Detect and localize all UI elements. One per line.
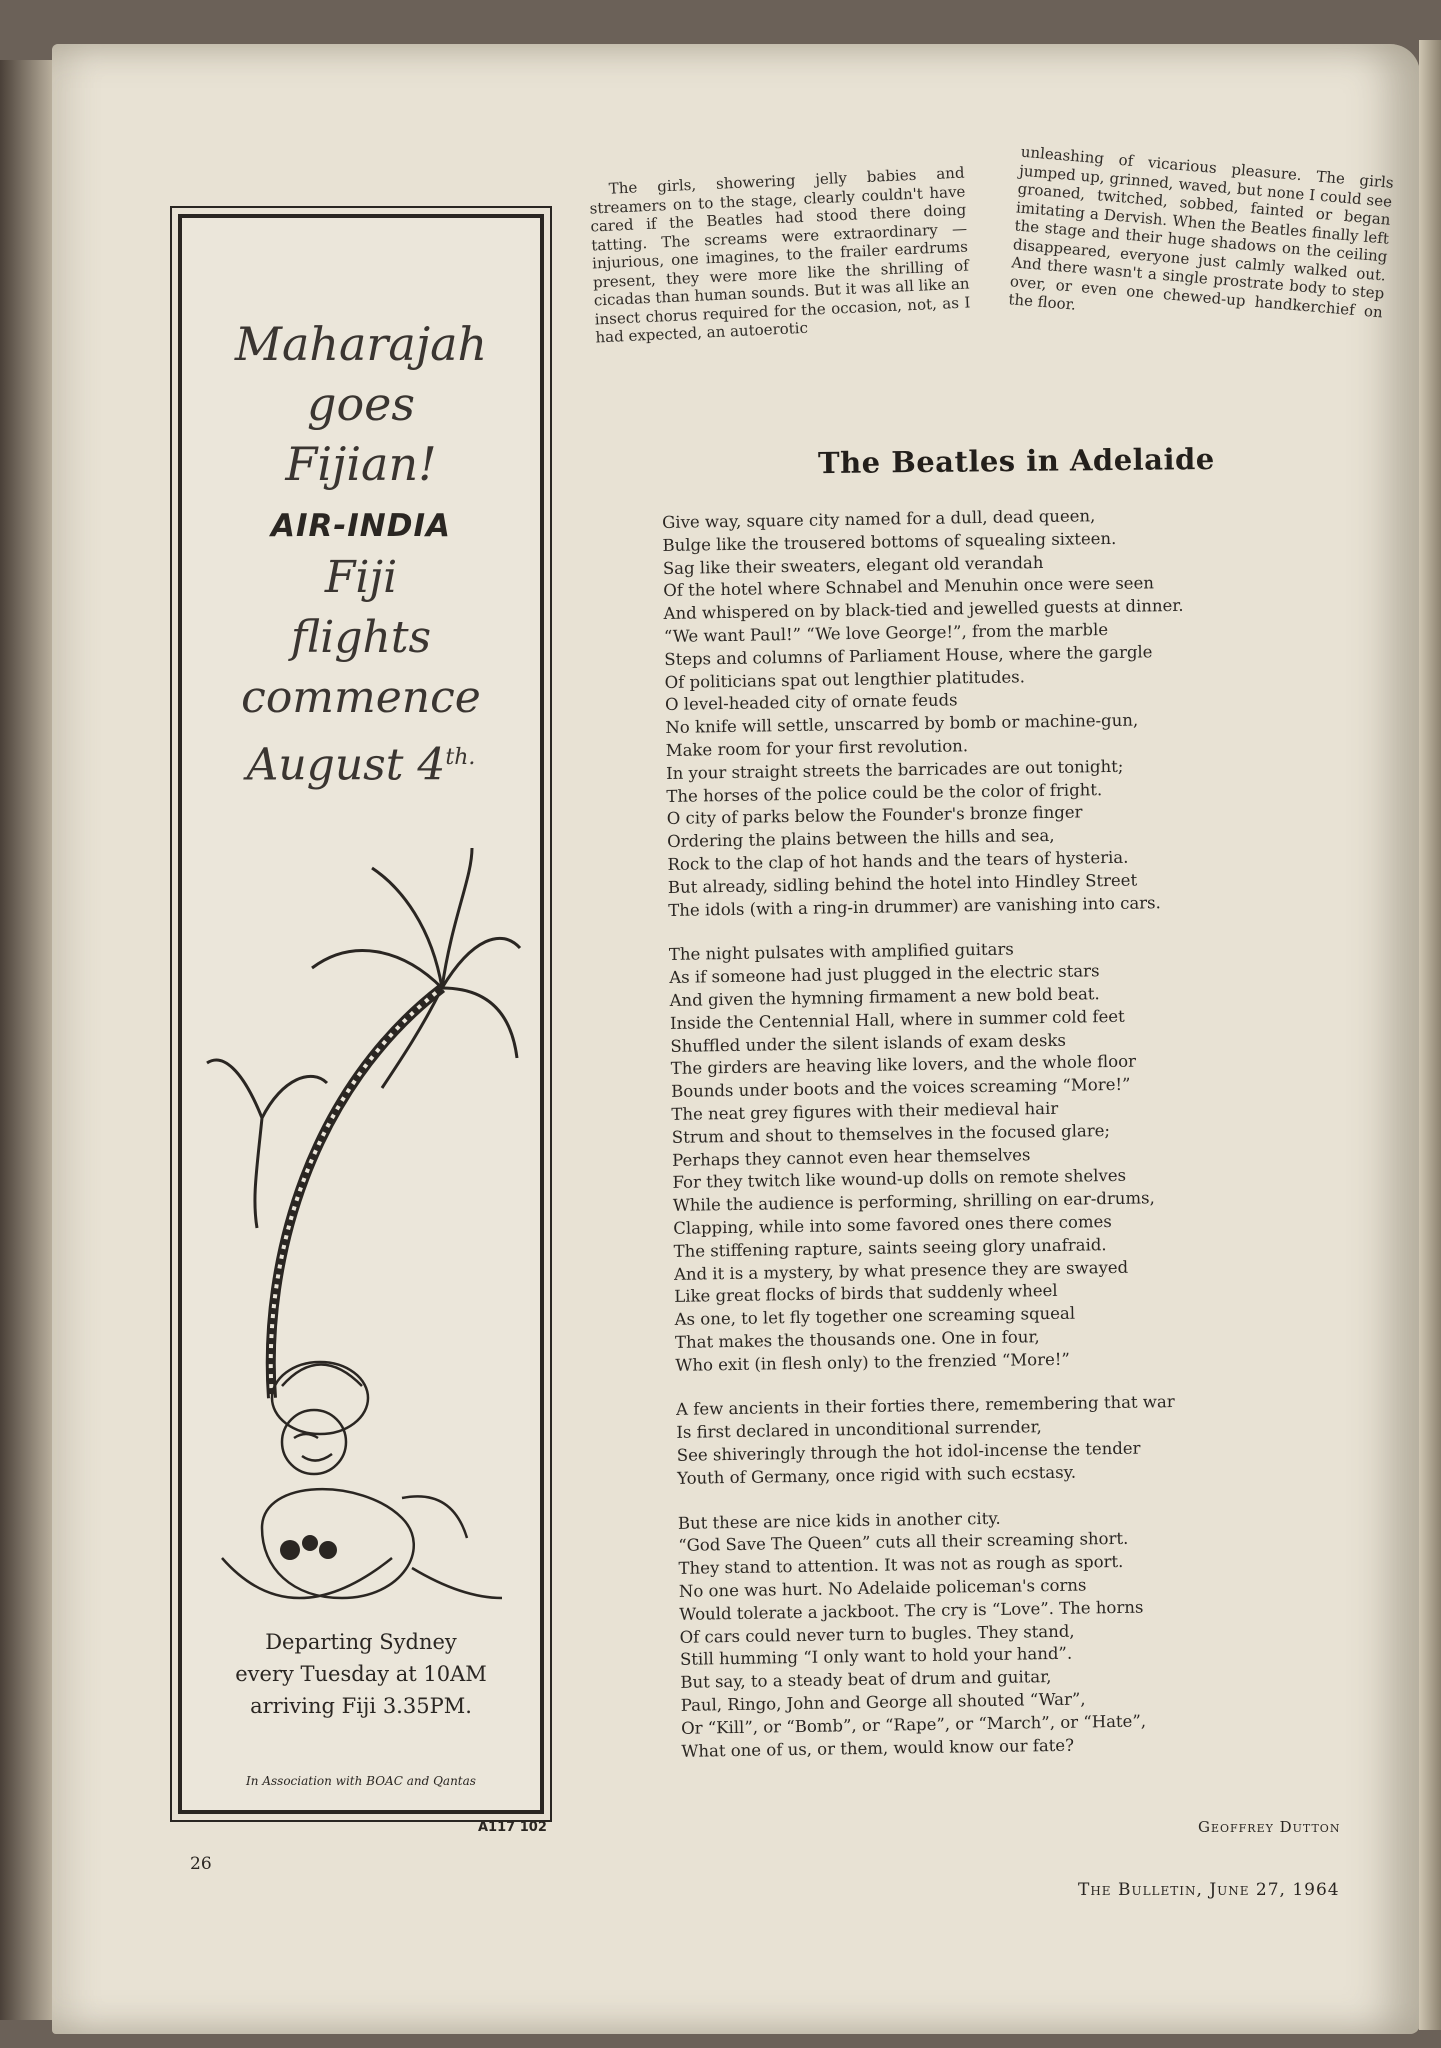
ad-headline-line: Fijian! xyxy=(285,437,437,491)
poem-line: Of cars could never turn to bugles. They stand, xyxy=(679,1621,1075,1647)
poem-line: No knife will settle, unscarred by bomb or machine-gun, xyxy=(665,710,1139,738)
poem-line: Would tolerate a jackboot. The cry is “Love”. The horns xyxy=(679,1597,1144,1624)
poem-line: Steps and columns of Parliament House, where the gargle xyxy=(664,642,1153,669)
poem-line: That makes the thousands one. One in four, xyxy=(674,1327,1040,1352)
poem-line: The girders are heaving like lovers, and the whole floor xyxy=(670,1051,1137,1079)
poem-line: As if someone had just plugged in the electric stars xyxy=(669,961,1100,988)
poem-line: Of politicians spat out lengthier platitudes. xyxy=(664,666,1026,692)
poem-line: Ordering the plains between the hills and sea, xyxy=(667,826,1055,852)
poem-line: Bulge like the trousered bottoms of squealing sixteen. xyxy=(662,528,1117,555)
poem-line: But say, to a steady beat of drum and guitar, xyxy=(680,1667,1052,1693)
poem-line: A few ancients in their forties there, remembering that war xyxy=(675,1392,1175,1420)
poem-line: Shuffled under the silent islands of exam desks xyxy=(670,1030,1067,1056)
article-column-2 xyxy=(1008,143,1395,340)
poem-line: And given the hymning firmament a new bold beat. xyxy=(669,984,1100,1010)
poem-stanza xyxy=(662,502,1288,922)
ad-date-suffix: th. xyxy=(445,745,476,770)
air-india-advertisement xyxy=(178,214,544,1814)
ad-headline xyxy=(182,314,540,494)
poem-line: As one, to let fly together one screaming squeal xyxy=(674,1303,1076,1329)
article-paragraph: unleashing of vicarious pleasure. The girls jumped up, grinned, waved, but none I could see groaned, twitched, sobbed, fainted or began imitating a Dervish. When the Beatles finally left the stage and their huge shadows on the ceiling disappeared, everyone just calmly walked out. And there wasn't a single prostrate body to step over, or even one chewed-up handkerchief on the floor. xyxy=(1007,142,1395,321)
poem-line: Of the hotel where Schnabel and Menuhin once were seen xyxy=(663,573,1155,601)
poem-line: Rock to the clap of hot hands and the tears of hysteria. xyxy=(667,847,1129,874)
ad-association: In Association with BOAC and Qantas xyxy=(246,1774,476,1788)
poem-line: But already, sidling behind the hotel into Hindley Street xyxy=(667,870,1138,897)
poem-line: Clapping, while into some favored ones there comes xyxy=(673,1211,1112,1238)
ad-headline-line: Maharajah xyxy=(234,317,488,371)
poem-line: For they twitch like wound-up dolls on remote shelves xyxy=(672,1166,1127,1193)
poem-line: O level-headed city of ornate feuds xyxy=(664,690,958,715)
ad-code: A117 102 xyxy=(478,1820,547,1835)
poem-line: Inside the Centennial Hall, where in summer cold feet xyxy=(669,1006,1125,1033)
poem-line: In your straight streets the barricades are out tonight; xyxy=(665,756,1124,783)
page-number: 26 xyxy=(190,1854,212,1874)
poem-line: Give way, square city named for a dull, dead queen, xyxy=(662,506,1096,532)
poem-line: Youth of Germany, once rigid with such ecstasy. xyxy=(677,1462,1077,1488)
page-edge xyxy=(1419,40,1441,2030)
poem-stanza xyxy=(669,935,1296,1378)
poem-body xyxy=(662,502,1302,1785)
ad-date-main: August 4 xyxy=(246,739,446,791)
poem-line: See shiveringly through the hot idol-incense the tender xyxy=(676,1438,1141,1465)
poem-line: They stand to attention. It was not as rough as sport. xyxy=(678,1552,1124,1579)
ad-body xyxy=(182,548,540,796)
poem-line: Who exit (in flesh only) to the frenzied “More!” xyxy=(675,1349,1071,1375)
poem-line: The horses of the police could be the color of fright. xyxy=(666,779,1103,806)
poem-line: Strum and shout to themselves in the focused glare; xyxy=(671,1120,1111,1147)
ad-departure-info xyxy=(182,1626,540,1722)
poem-line: Paul, Ringo, John and George all shouted “War”, xyxy=(680,1689,1086,1715)
poem-line: And whispered on by black-tied and jewelled guests at dinner. xyxy=(663,596,1184,624)
poem-line: But these are nice kids in another city. xyxy=(677,1508,1001,1533)
poem-line: The neat grey figures with their medieval hair xyxy=(671,1098,1059,1124)
ad-headline-line: goes xyxy=(307,377,415,431)
ad-departure-line: Departing Sydney xyxy=(265,1630,457,1654)
poem-line: O city of parks below the Founder's bronze finger xyxy=(666,802,1083,829)
poem-line: Like great flocks of birds that suddenly wheel xyxy=(674,1281,1058,1307)
ad-line: flights xyxy=(290,612,432,663)
poem-line: Still humming “I only want to hold your hand”. xyxy=(679,1644,1073,1670)
publication-footer: The Bulletin, June 27, 1964 xyxy=(1078,1880,1340,1900)
poem-line: No one was hurt. No Adelaide policeman's corns xyxy=(678,1575,1087,1601)
poem-line: Sag like their sweaters, elegant old verandah xyxy=(662,552,1044,578)
ad-date xyxy=(182,728,540,796)
poem-line: Is first declared in unconditional surrender, xyxy=(676,1417,1042,1443)
ad-departure-line: arriving Fiji 3.35PM. xyxy=(250,1694,472,1718)
poem-stanza xyxy=(678,1503,1302,1763)
poem-line: While the audience is performing, shrilling on ear-drums, xyxy=(672,1188,1155,1216)
ad-line: commence xyxy=(241,672,481,723)
ad-departure-line: every Tuesday at 10AM xyxy=(235,1662,487,1686)
article-paragraph: The girls, showering jelly babies and streamers on to the stage, clearly couldn't have cared if the Beatles had stood there doing tatting. The screams were extraordinary — injurious, one imagines, to the frailer eardrums present, they were more like the shrilling of cicadas than human sounds. But it was all like an insect chorus required for the occasion, not, as I had expected, an autoerotic xyxy=(589,163,971,347)
poem-line: Or “Kill”, or “Bomb”, or “Rape”, or “March”, or “Hate”, xyxy=(680,1711,1147,1738)
poem-line: “We want Paul!” “We love George!”, from the marble xyxy=(663,619,1109,646)
poem-line: “God Save The Queen” cuts all their screaming short. xyxy=(678,1529,1129,1556)
poem-line: The stiffening rapture, saints seeing glory unafraid. xyxy=(673,1234,1107,1261)
poem-line: And it is a mystery, by what presence they are swayed xyxy=(673,1257,1129,1284)
poem-line: Make room for your first revolution. xyxy=(665,736,969,760)
poem-title: The Beatles in Adelaide xyxy=(817,441,1215,481)
poem-line: The night pulsates with amplified guitars xyxy=(668,939,1014,965)
poem-author: Geoffrey Dutton xyxy=(1198,1818,1341,1836)
poem-line: Bounds under boots and the voices screaming “More!” xyxy=(670,1074,1131,1102)
ad-line: Fiji xyxy=(324,552,398,603)
poem-line: The idols (with a ring-in drummer) are vanishing into cars. xyxy=(668,892,1161,920)
poem-line: Perhaps they cannot even hear themselves xyxy=(672,1144,1031,1170)
poem-line: What one of us, or them, would know our fate? xyxy=(681,1735,1075,1761)
article-column-1 xyxy=(588,164,971,347)
book-spine xyxy=(0,60,52,2020)
maharajah-palm-illustration xyxy=(202,838,522,1618)
ad-brand: AIR-INDIA xyxy=(271,508,451,544)
poem-stanza xyxy=(676,1390,1297,1491)
